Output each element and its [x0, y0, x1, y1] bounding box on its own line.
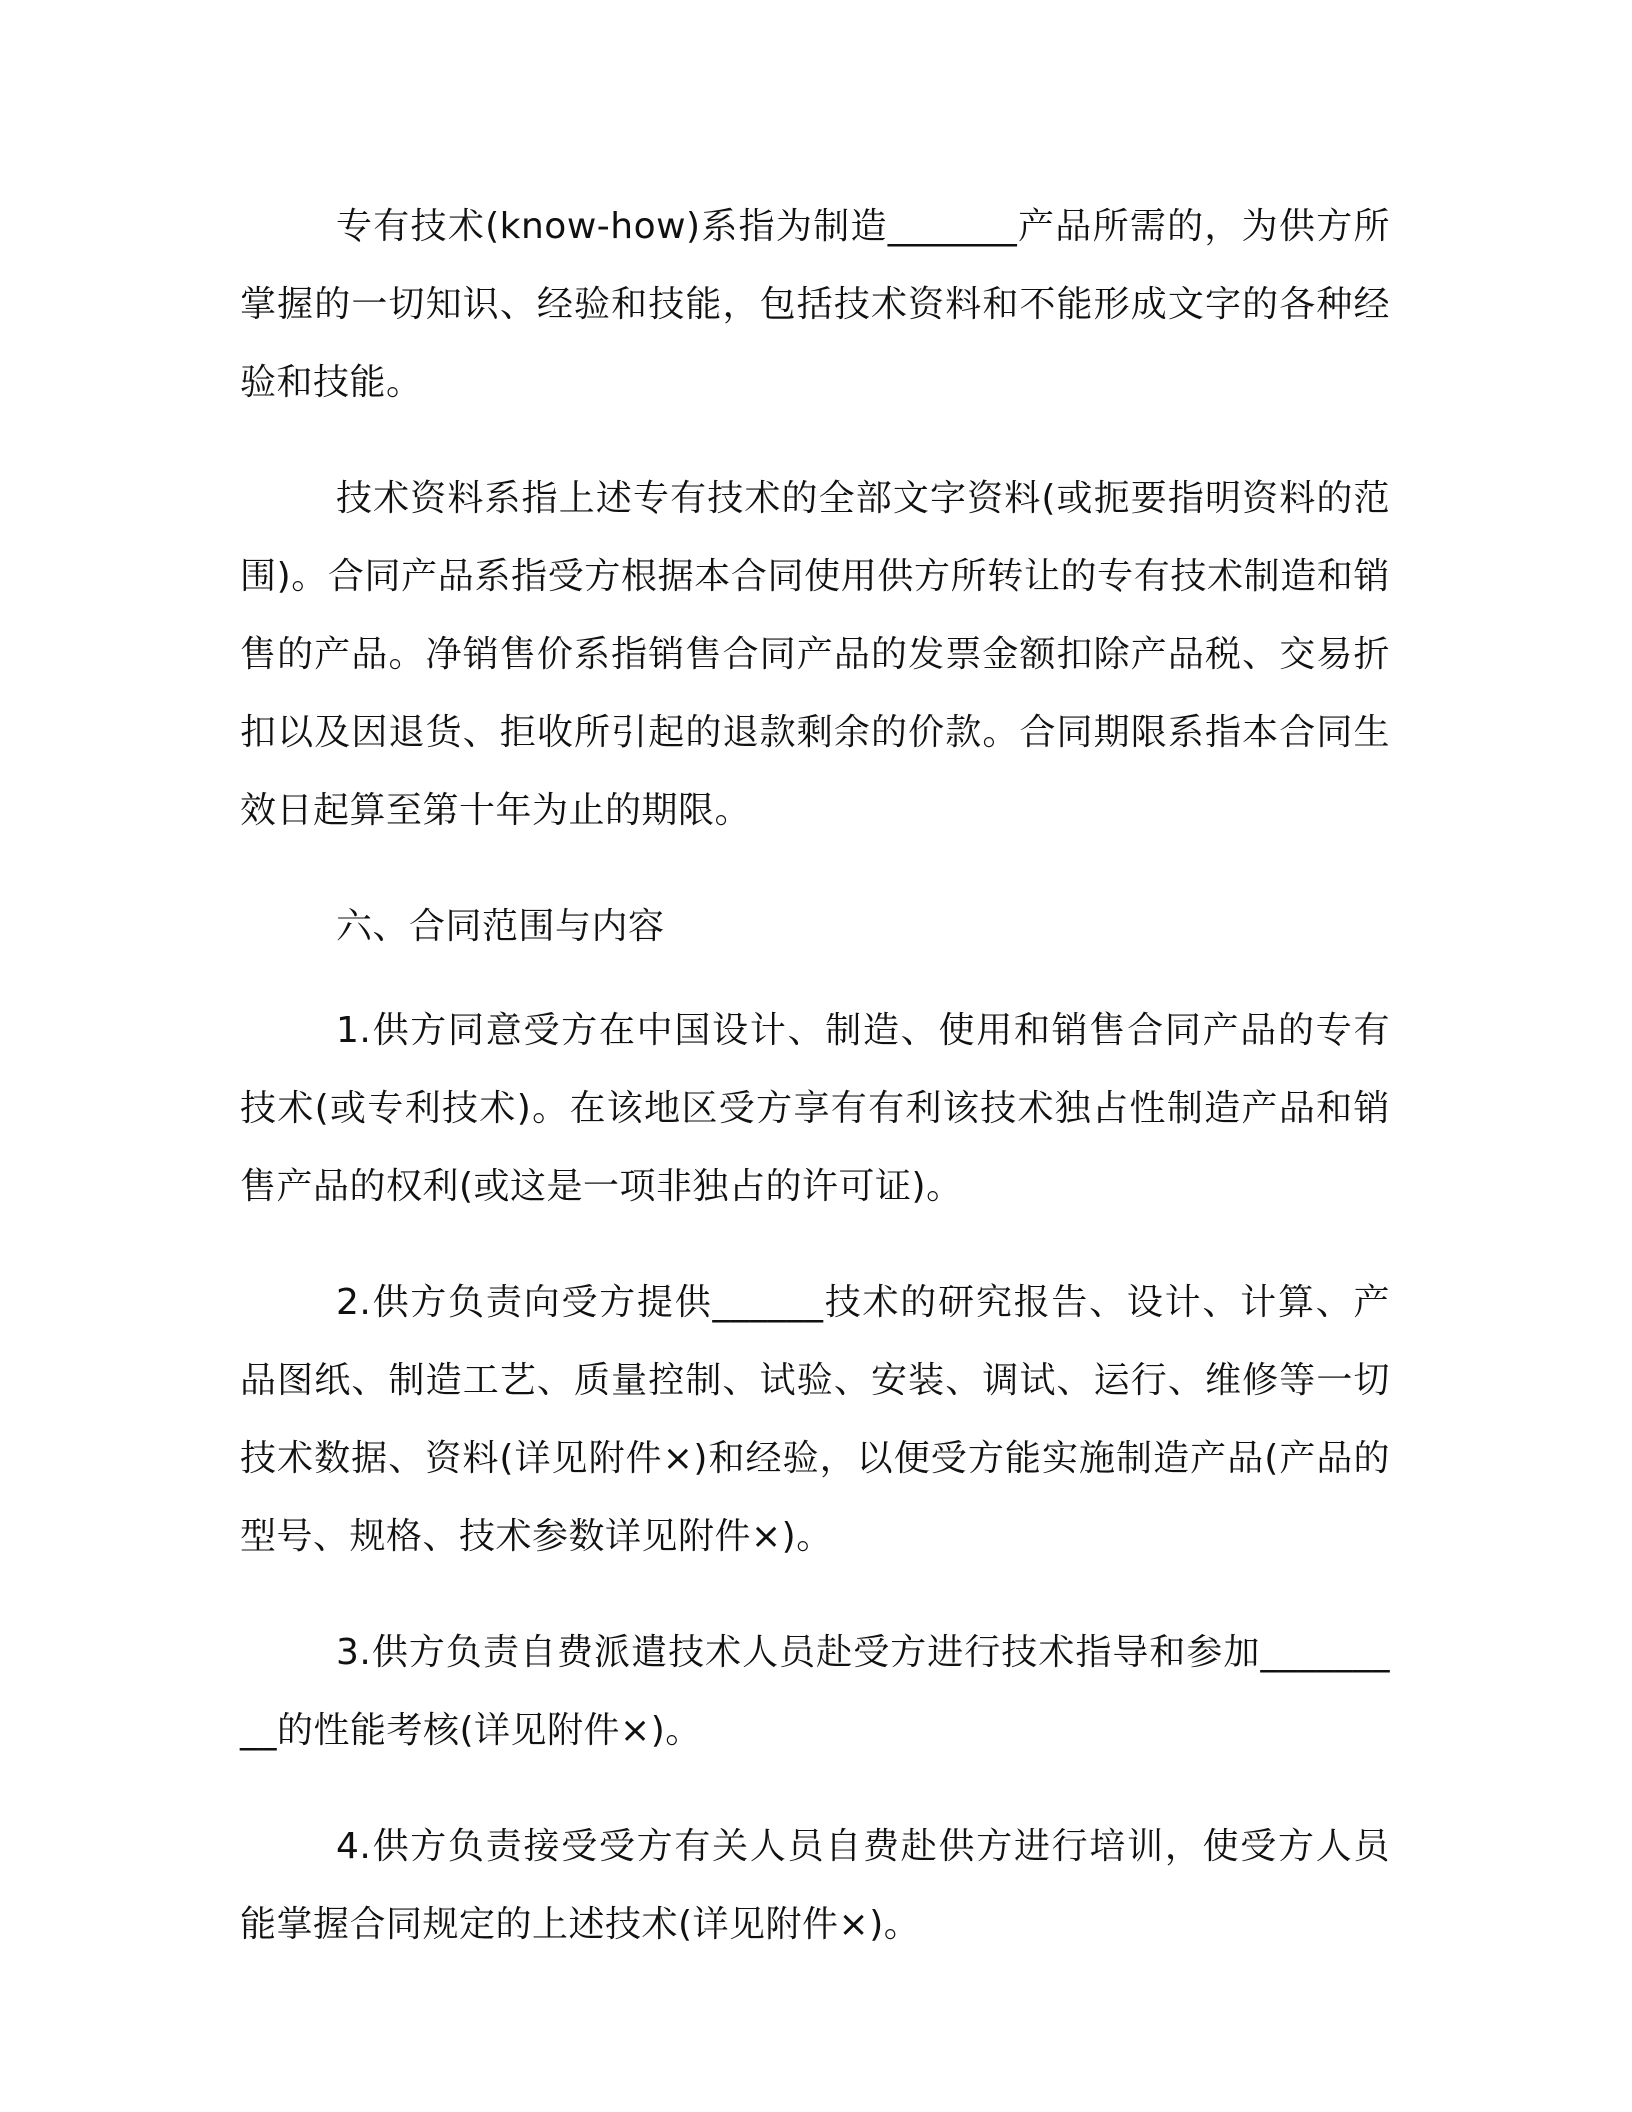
paragraph-technical-data-definition: 技术资料系指上述专有技术的全部文字资料(或扼要指明资料的范围)。合同产品系指受方根据本合同使用供方所转让的专有技术制造和销售的产品。净销售价系指销售合同产品的发票金额扣除产品税、交易折扣以及因退货、拒收所引起的退款剩余的价款。合同期限系指本合同生效日起算至第十年为止的期限。 — [240, 478, 1390, 831]
paragraph-know-how-definition: 专有技术(know-how)系指为制造_______产品所需的，为供方所掌握的一切知识、经验和技能，包括技术资料和不能形成文字的各种经验和技能。 — [240, 206, 1390, 403]
document-page — [240, 188, 1390, 2002]
clause-3-technical-guidance: 3.供方负责自费派遣技术人员赴受方进行技术指导和参加_________的性能考核(详见附件×)。 — [240, 1632, 1390, 1751]
clause-1-license-grant: 1.供方同意受方在中国设计、制造、使用和销售合同产品的专有技术(或专利技术)。在该地区受方享有有利该技术独占性制造产品和销售产品的权利(或这是一项非独占的许可证)。 — [240, 1010, 1390, 1207]
clause-2-technical-documents: 2.供方负责向受方提供______技术的研究报告、设计、计算、产品图纸、制造工艺、质量控制、试验、安装、调试、运行、维修等一切技术数据、资料(详见附件×)和经验，以便受方能实施制造产品(产品的型号、规格、技术参数详见附件×)。 — [240, 1282, 1390, 1557]
clause-4-training: 4.供方负责接受受方有关人员自费赴供方进行培训，使受方人员能掌握合同规定的上述技术(详见附件×)。 — [240, 1826, 1390, 1945]
section-heading-contract-scope: 六、合同范围与内容 — [336, 906, 665, 947]
